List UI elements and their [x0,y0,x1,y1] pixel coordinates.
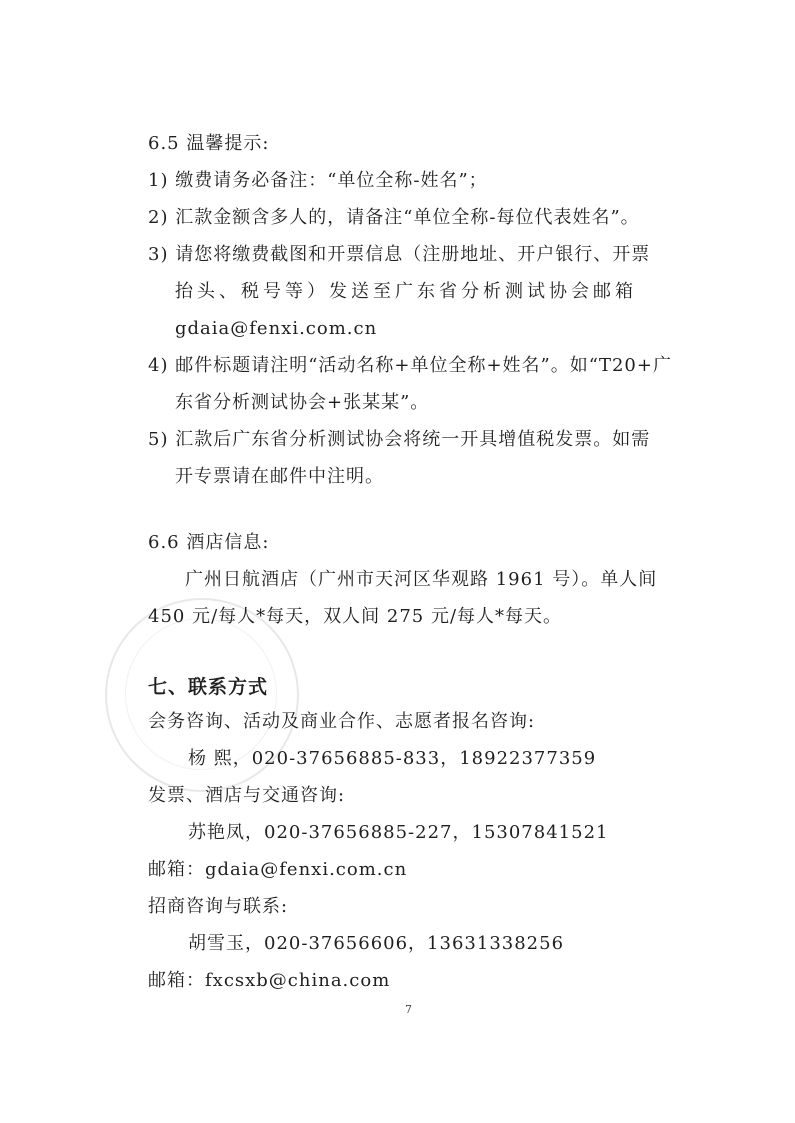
contact-category-1: 会务咨询、活动及商业合作、志愿者报名咨询: [148,711,536,732]
tip-item-4-cont: 东省分析测试协会+张某某”。 [175,392,430,413]
contact-email-1: 邮箱：gdaia@fenxi.com.cn [148,859,408,880]
contact-person-2: 苏艳凤，020-37656885-227，15307841521 [188,822,609,843]
section-6-5-title: 6.5 温馨提示: [148,133,270,154]
contact-email-2: 邮箱：fxcsxb@china.com [148,970,391,991]
section-7-title: 七、联系方式 [148,676,269,698]
hotel-info-line-1: 广州日航酒店（广州市天河区华观路 1961 号）。单人间 [185,569,658,590]
tip-item-4: 4) 邮件标题请注明“活动名称+单位全称+姓名”。如“T20+广 [148,355,672,376]
contact-person-1: 杨 熙，020-37656885-833，18922377359 [188,748,597,769]
contact-person-3: 胡雪玉，020-37656606，13631338256 [188,933,565,954]
tip-item-2: 2) 汇款金额含多人的，请备注“单位全称-每位代表姓名”。 [148,207,640,228]
tip-item-5-cont: 开专票请在邮件中注明。 [175,466,384,487]
contact-category-2: 发票、酒店与交通咨询: [148,785,346,806]
tip-item-1: 1) 缴费请务必备注：“单位全称-姓名”； [148,170,488,191]
page-number: 7 [405,1003,412,1016]
tip-item-3: 3) 请您将缴费截图和开票信息（注册地址、开户银行、开票 [148,244,651,265]
contact-category-3: 招商咨询与联系: [148,896,289,917]
hotel-info-line-2: 450 元/每人*每天，双人间 275 元/每人*每天。 [148,606,563,627]
section-6-6-title: 6.6 酒店信息: [148,532,270,553]
tip-item-3-email: gdaia@fenxi.com.cn [175,318,378,339]
tip-item-3-cont: 抬头、税号等）发送至广东省分析测试协会邮箱 [175,281,637,302]
tip-item-5: 5) 汇款后广东省分析测试协会将统一开具增值税发票。如需 [148,429,651,450]
